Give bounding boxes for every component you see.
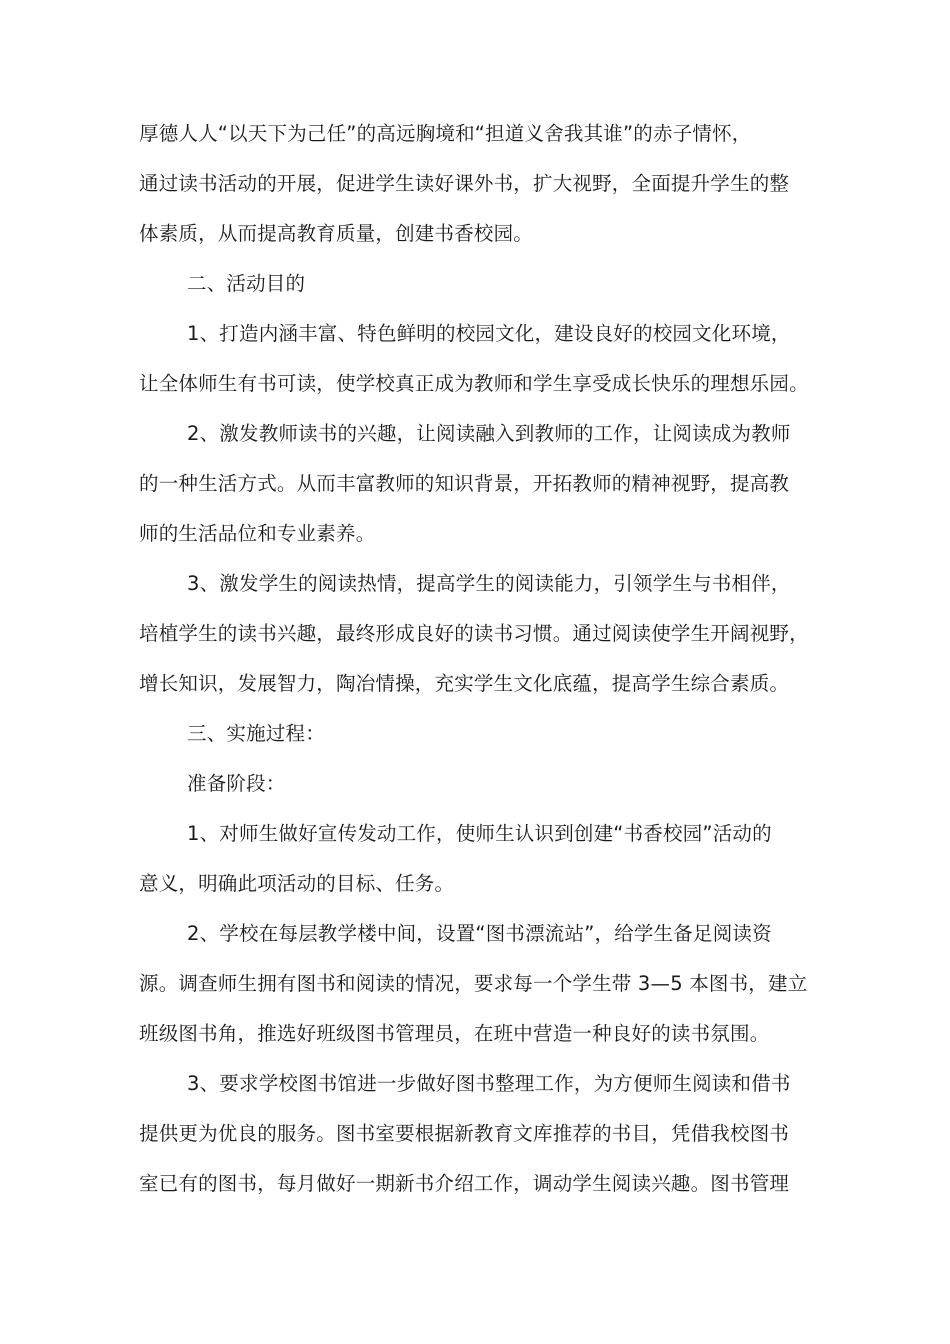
text-line: 的一种生活方式。从而丰富教师的知识背景，开拓教师的精神视野，提高教 — [139, 472, 790, 495]
text-line: 班级图书角，推选好班级图书管理员，在班中营造一种良好的读书氛围。 — [139, 1022, 770, 1045]
text-line: 1、打造内涵丰富、特色鲜明的校园文化，建设良好的校园文化环境， — [187, 322, 791, 345]
text-line: 室已有的图书，每月做好一期新书介绍工作，调动学生阅读兴趣。图书管理 — [139, 1172, 790, 1195]
text-line: 让全体师生有书可读，使学校真正成为教师和学生享受成长快乐的理想乐园。 — [139, 372, 809, 395]
text-line: 体素质，从而提高教育质量，创建书香校园。 — [139, 222, 534, 245]
section-heading: 二、活动目的 — [187, 272, 306, 295]
text-line: 3、要求学校图书馆进一步做好图书整理工作，为方便师生阅读和借书 — [187, 1072, 791, 1095]
text-line: 提供更为优良的服务。图书室要根据新教育文库推荐的书目，凭借我校图书 — [139, 1122, 790, 1145]
text-line: 通过读书活动的开展，促进学生读好课外书，扩大视野，全面提升学生的整 — [139, 172, 790, 195]
text-line: 厚德人人“以天下为己任”的高远胸境和“担道义舍我其谁”的赤子情怀， — [139, 122, 752, 145]
text-line: 1、对师生做好宣传发动工作，使师生认识到创建“书香校园”活动的 — [187, 822, 772, 845]
text-line: 源。调查师生拥有图书和阅读的情况，要求每一个学生带 3—5 本图书，建立 — [139, 972, 808, 995]
section-heading: 三、实施过程： — [187, 722, 325, 745]
text-line: 2、激发教师读书的兴趣，让阅读融入到教师的工作，让阅读成为教师 — [187, 422, 791, 445]
text-line: 师的生活品位和专业素养。 — [139, 522, 376, 545]
text-line: 增长知识，发展智力，陶冶情操，充实学生文化底蕴，提高学生综合素质。 — [139, 672, 790, 695]
text-line: 培植学生的读书兴趣，最终形成良好的读书习惯。通过阅读使学生开阔视野， — [139, 622, 809, 645]
subsection-heading: 准备阶段： — [187, 772, 286, 795]
text-line: 2、学校在每层教学楼中间，设置“图书漂流站”，给学生备足阅读资 — [187, 922, 772, 945]
text-line: 意义，明确此项活动的目标、任务。 — [139, 872, 455, 895]
text-line: 3、激发学生的阅读热情，提高学生的阅读能力，引领学生与书相伴， — [187, 572, 791, 595]
